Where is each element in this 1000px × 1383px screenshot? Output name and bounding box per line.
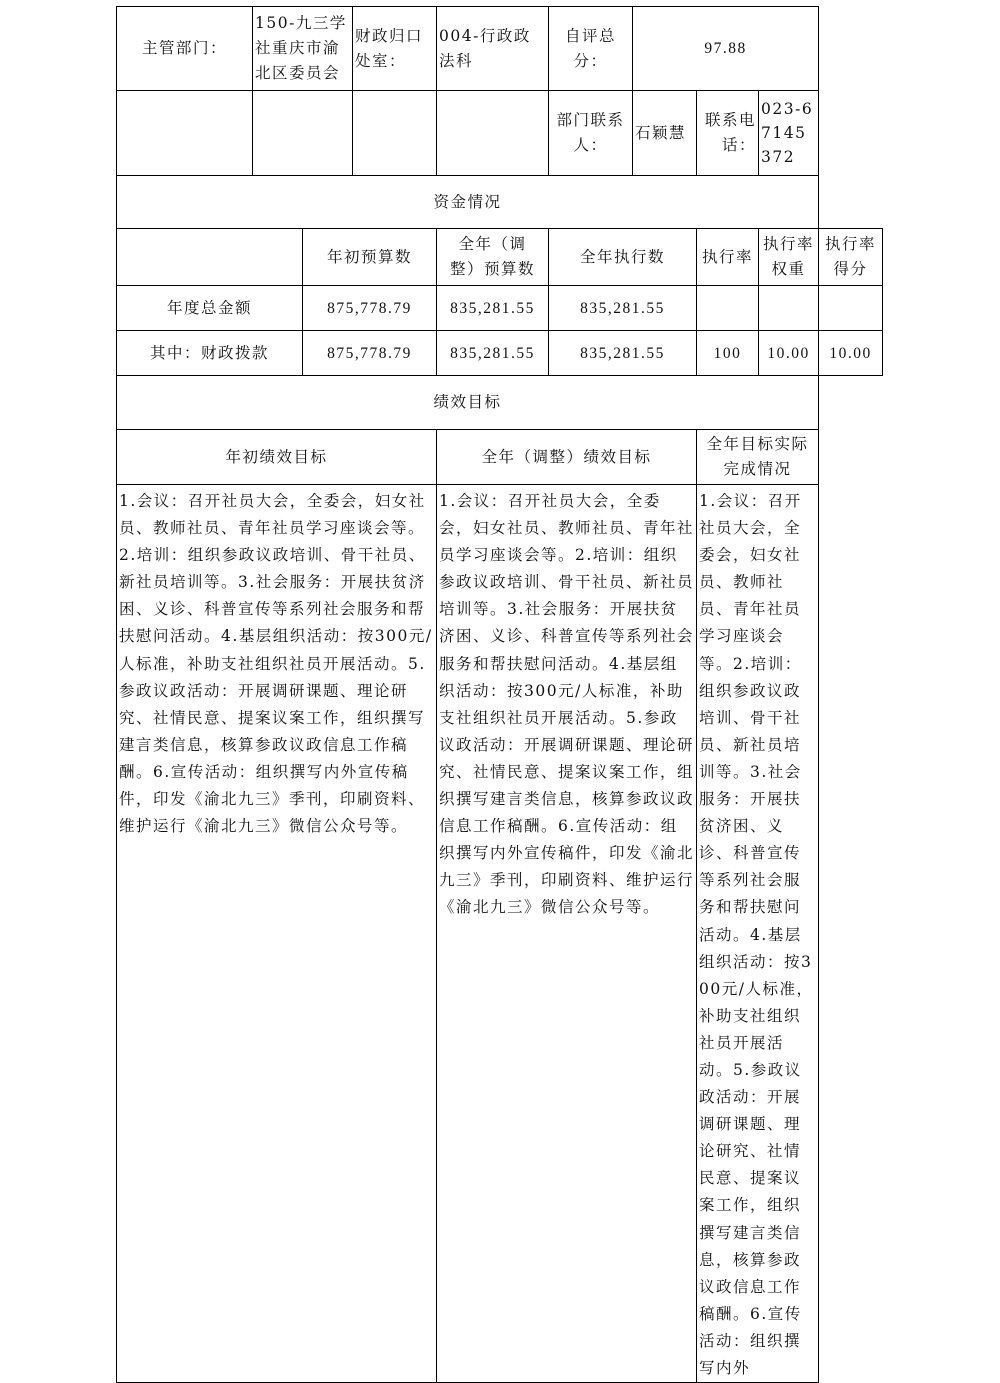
col-rate-score: 执行率得分 bbox=[819, 229, 883, 286]
cell-rate: 100 bbox=[697, 331, 759, 376]
col-adjusted-budget: 全年（调整）预算数 bbox=[437, 229, 549, 286]
col-rate-weight: 执行率权重 bbox=[759, 229, 819, 286]
empty-cell bbox=[353, 91, 437, 176]
cell-adjusted: 835,281.55 bbox=[437, 286, 549, 331]
cell-rate bbox=[697, 286, 759, 331]
cell-score bbox=[819, 286, 883, 331]
col-executed: 全年执行数 bbox=[549, 229, 697, 286]
actual-completion-text: 1.会议：召开社员大会，全委会，妇女社员、教师社员、青年社员学习座谈会等。2.培训：组织参政议政培训、骨干社员、新社员培训等。3.社会服务：开展扶贫济困、义诊、科普宣传等系列社会服务和帮扶慰问活动。4.基层组织活动：按300元/人标准，补助支社组织社员开展活动。5.参政议政活动：开展调研课题、理论研究、社情民意、提案议案工作，组织撰写建言类信息，核算参政议政信息工作稿酬。6.宣传活动：组织撰写内外 bbox=[697, 485, 819, 1383]
col-initial-goal: 年初绩效目标 bbox=[117, 430, 437, 485]
cell-executed: 835,281.55 bbox=[549, 286, 697, 331]
empty-cell bbox=[253, 91, 353, 176]
col-exec-rate: 执行率 bbox=[697, 229, 759, 286]
phone-value: 023-67145372 bbox=[759, 91, 819, 176]
cell-weight: 10.00 bbox=[759, 331, 819, 376]
table-row bbox=[117, 286, 883, 331]
adjusted-goal-text: 1.会议：召开社员大会，全委会，妇女社员、教师社员、青年社员学习座谈会等。2.培训：组织参政议政培训、骨干社员、新社员培训等。3.社会服务：开展扶贫济困、义诊、科普宣传等系列社会服务和帮扶慰问活动。4.基层组织活动：按300元/人标准，补助支社组织社员开展活动。5.参政议政活动：开展调研课题、理论研究、社情民意、提案议案工作，组织撰写建言类信息，核算参政议政信息工作稿酬。6.宣传活动：组织撰写内外宣传稿件，印发《渝北九三》季刊，印刷资料、维护运行《渝北九三》微信公众号等。 bbox=[437, 485, 697, 1383]
contact-value: 石颖慧 bbox=[633, 91, 697, 176]
col-actual-completion: 全年目标实际完成情况 bbox=[697, 430, 819, 485]
funds-section-title: 资金情况 bbox=[117, 176, 819, 229]
col-initial-budget: 年初预算数 bbox=[303, 229, 437, 286]
self-score-label: 自评总分： bbox=[549, 7, 633, 91]
cell-initial: 875,778.79 bbox=[303, 331, 437, 376]
initial-goal-text: 1.会议：召开社员大会，全委会，妇女社员、教师社员、青年社员学习座谈会等。2.培训：组织参政议政培训、骨干社员、新社员培训等。3.社会服务：开展扶贫济困、义诊、科普宣传等系列社会服务和帮扶慰问活动。4.基层组织活动：按300元/人标准，补助支社组织社员开展活动。5.参政议政活动：开展调研课题、理论研究、社情民意、提案议案工作，组织撰写建言类信息，核算参政议政信息工作稿酬。6.宣传活动：组织撰写内外宣传稿件，印发《渝北九三》季刊，印刷资料、维护运行《渝北九三》微信公众号等。 bbox=[117, 485, 437, 1383]
goals-section-title: 绩效目标 bbox=[117, 376, 819, 430]
cell-score: 10.00 bbox=[819, 331, 883, 376]
fin-office-label: 财政归口处室： bbox=[353, 7, 437, 91]
col-adjusted-goal: 全年（调整）绩效目标 bbox=[437, 430, 697, 485]
dept-value: 150-九三学社重庆市渝北区委员会 bbox=[253, 7, 353, 91]
cell-initial: 875,778.79 bbox=[303, 286, 437, 331]
performance-table bbox=[116, 6, 883, 1383]
table-row bbox=[117, 331, 883, 376]
empty-cell bbox=[117, 91, 253, 176]
empty-cell bbox=[437, 91, 549, 176]
dept-label: 主管部门： bbox=[117, 7, 253, 91]
self-score-value: 97.88 bbox=[633, 7, 819, 91]
cell-weight bbox=[759, 286, 819, 331]
fin-office-value: 004-行政政法科 bbox=[437, 7, 549, 91]
row-label: 年度总金额 bbox=[117, 286, 303, 331]
empty-cell bbox=[117, 229, 303, 286]
row-label: 其中：财政拨款 bbox=[117, 331, 303, 376]
cell-executed: 835,281.55 bbox=[549, 331, 697, 376]
cell-adjusted: 835,281.55 bbox=[437, 331, 549, 376]
phone-label: 联系电话： bbox=[697, 91, 759, 176]
contact-label: 部门联系人： bbox=[549, 91, 633, 176]
